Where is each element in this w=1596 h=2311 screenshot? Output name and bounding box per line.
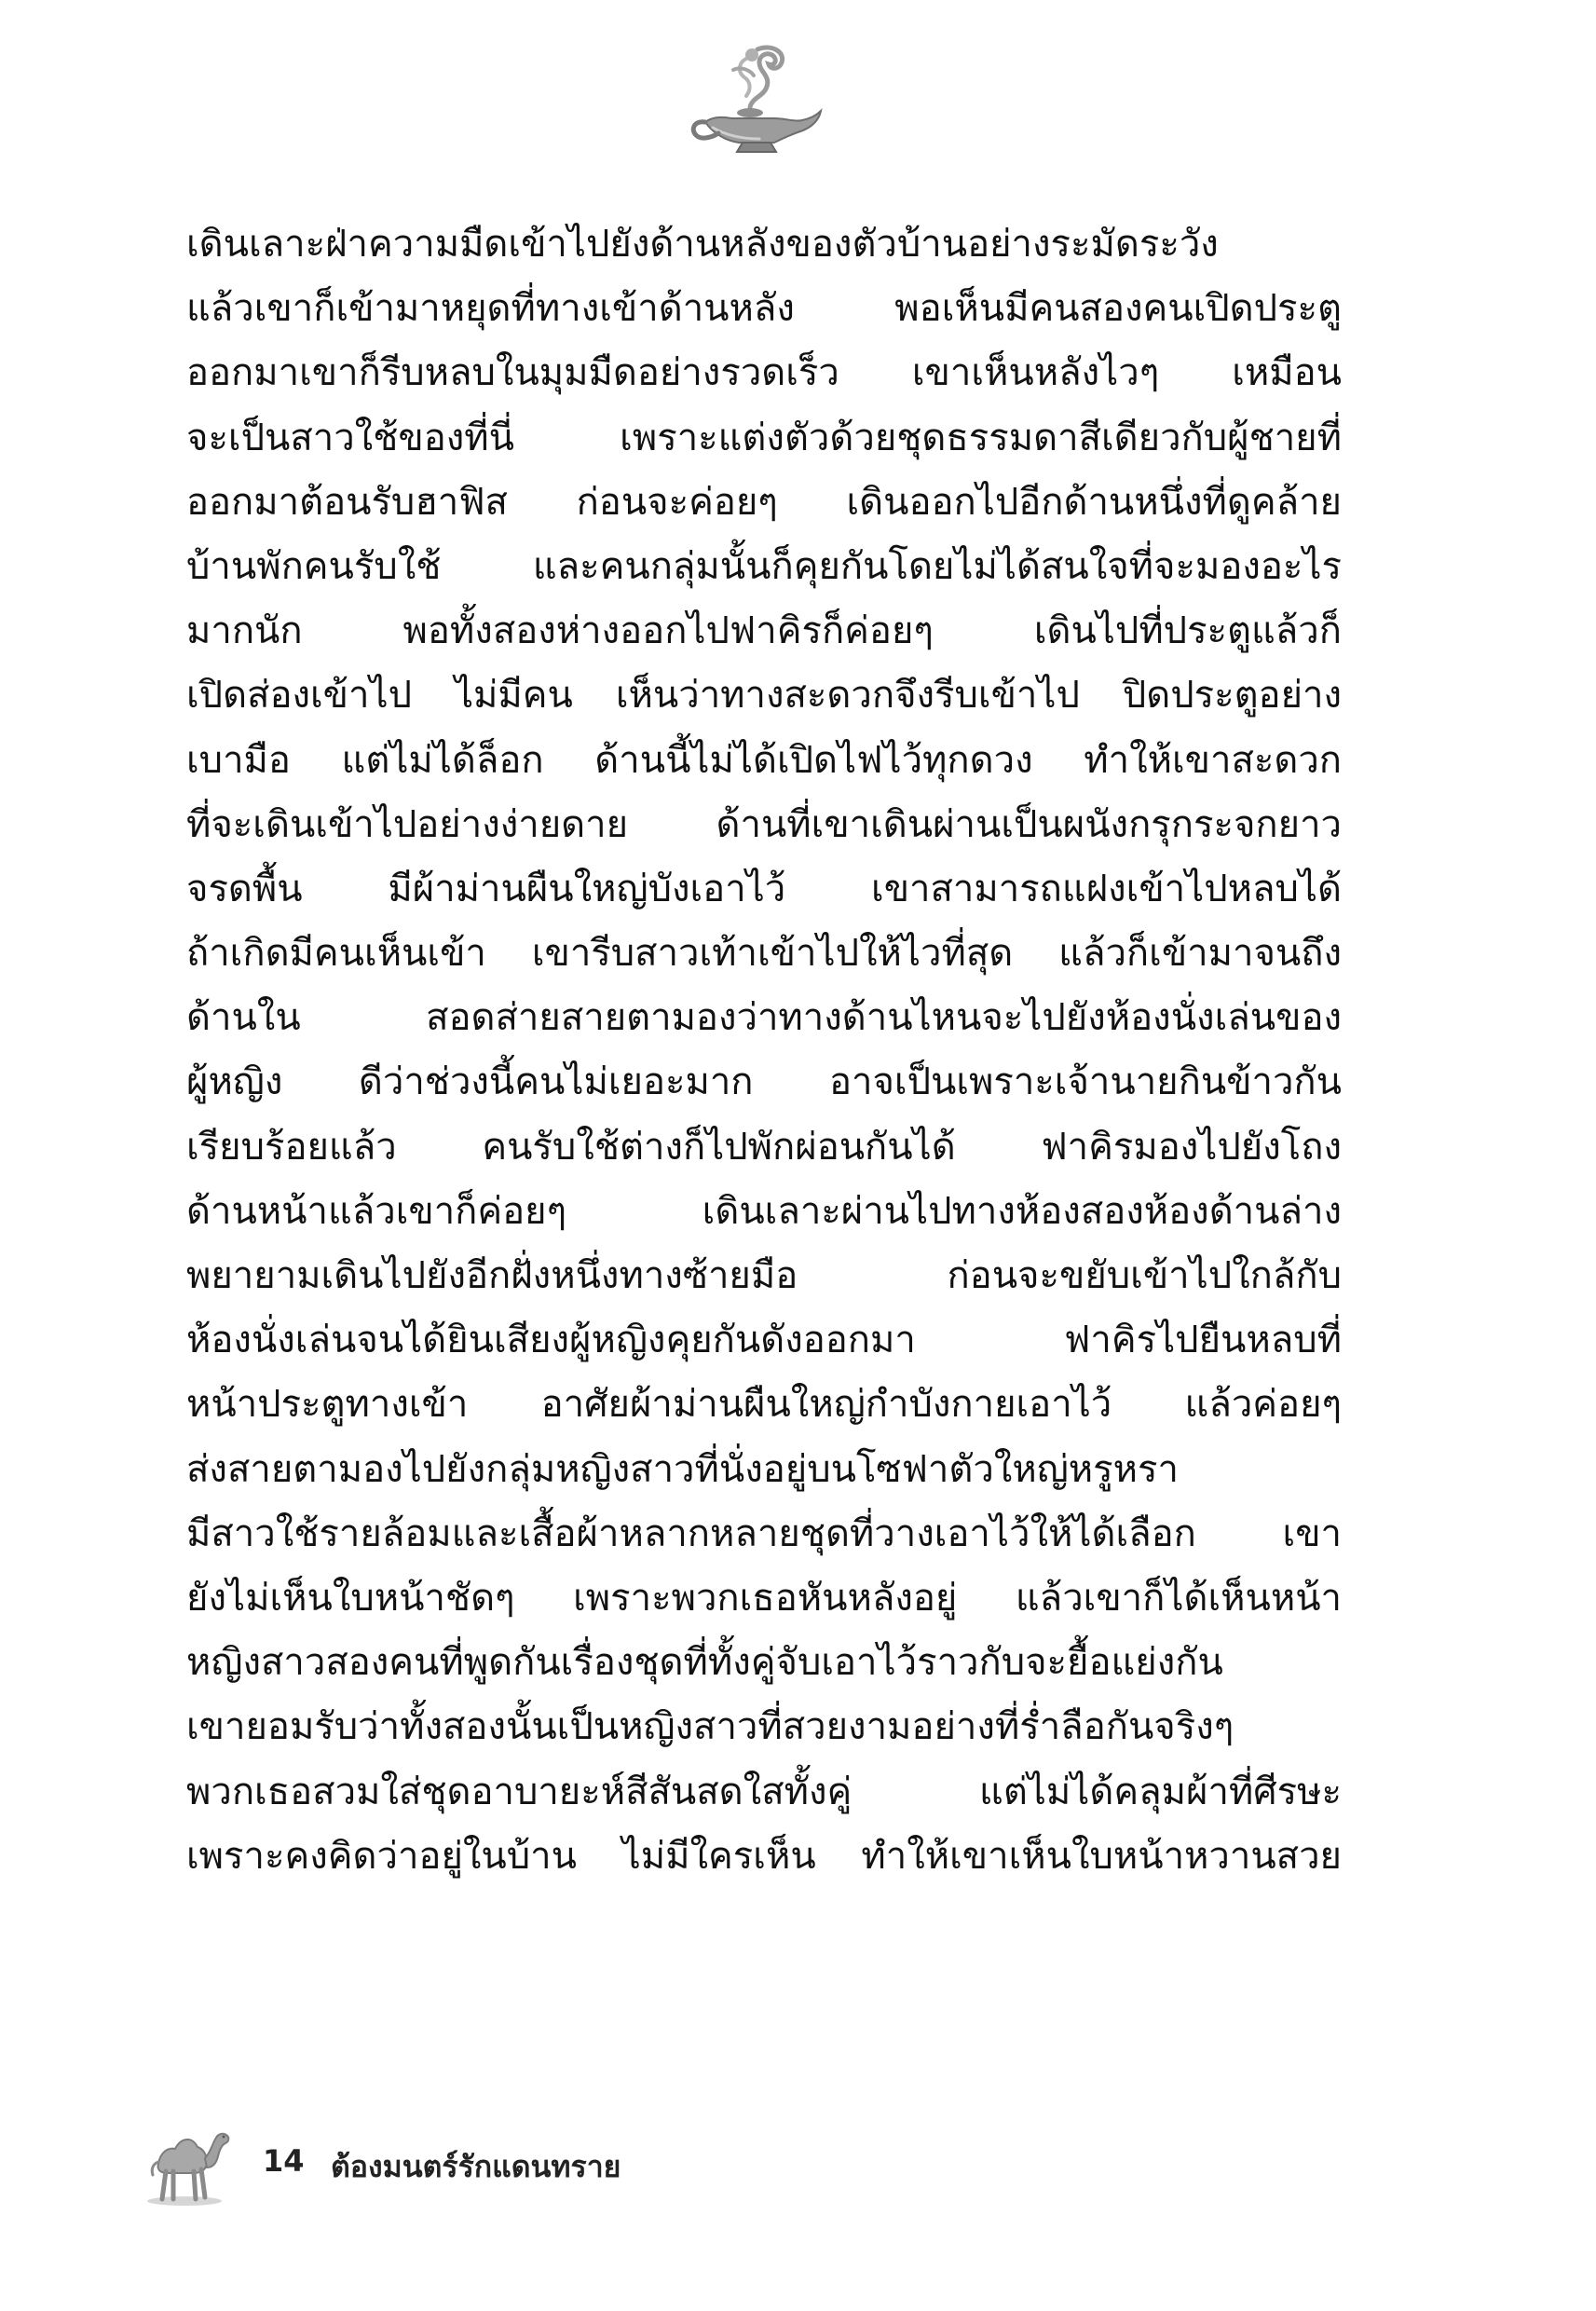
text-line: พวกเธอสวมใส่ชุดอาบายะห์สีสันสดใสทั้งคู่ แต่ไม่ได้คลุมผ้าที่ศีรษะ [186, 1770, 1342, 1813]
text-line: จรดพื้น มีผ้าม่านผืนใหญ่บังเอาไว้ เขาสามารถแฝงเข้าไปหลบได้ [186, 867, 1342, 910]
book-title: ต้องมนตร์รักแดนทราย [331, 2149, 621, 2184]
text-line: ด้านใน สอดส่ายสายตามองว่าทางด้านไหนจะไปยังห้องนั่งเล่นของ [186, 996, 1342, 1040]
text-line: ถ้าเกิดมีคนเห็นเข้า เขารีบสาวเท้าเข้าไปให้ไวที่สุด แล้วก็เข้ามาจนถึง [186, 932, 1342, 976]
text-line: พยายามเดินไปยังอีกฝั่งหนึ่งทางซ้ายมือ ก่อนจะขยับเข้าไปใกล้กับ [186, 1254, 1342, 1297]
text-line: เพราะคงคิดว่าอยู่ในบ้าน ไม่มีใครเห็น ทำให้เขาเห็นใบหน้าหวานสวย [186, 1834, 1342, 1878]
text-line: ส่งสายตามองไปยังกลุ่มหญิงสาวที่นั่งอยู่บนโซฟาตัวใหญ่หรูหรา [186, 1447, 1179, 1491]
text-line: ออกมาต้อนรับฮาฟิส ก่อนจะค่อยๆ เดินออกไปอีกด้านหนึ่งที่ดูคล้าย [186, 480, 1342, 524]
body-text [186, 212, 1342, 1889]
camel-icon [140, 2115, 233, 2208]
text-line: ยังไม่เห็นใบหน้าชัดๆ เพราะพวกเธอหันหลังอยู่ แล้วเขาก็ได้เห็นหน้า [186, 1576, 1342, 1620]
page-footer [140, 2115, 978, 2218]
text-line: จะเป็นสาวใช้ของที่นี่ เพราะแต่งตัวด้วยชุดธรรมดาสีเดียวกับผู้ชายที่ [186, 416, 1342, 459]
text-line: มีสาวใช้รายล้อมและเสื้อผ้าหลากหลายชุดที่วางเอาไว้ให้ได้เลือก เขา [186, 1511, 1342, 1555]
text-line: เขายอมรับว่าทั้งสองนั้นเป็นหญิงสาวที่สวยงามอย่างที่ร่ำลือกันจริงๆ [186, 1705, 1235, 1749]
text-line: ที่จะเดินเข้าไปอย่างง่ายดาย ด้านที่เขาเดินผ่านเป็นผนังกรุกระจกยาว [186, 802, 1342, 846]
text-line: ด้านหน้าแล้วเขาก็ค่อยๆ เดินเลาะผ่านไปทางห้องสองห้องด้านล่าง [186, 1189, 1342, 1233]
text-line: เบามือ แต่ไม่ได้ล็อก ด้านนี้ไม่ได้เปิดไฟไว้ทุกดวง ทำให้เขาสะดวก [186, 738, 1342, 782]
text-line: เรียบร้อยแล้ว คนรับใช้ต่างก็ไปพักผ่อนกันได้ ฟาคิรมองไปยังโถง [186, 1125, 1342, 1169]
text-line: ผู้หญิง ดีว่าช่วงนี้คนไม่เยอะมาก อาจเป็นเพราะเจ้านายกินข้าวกัน [186, 1060, 1342, 1104]
text-line: หญิงสาวสองคนที่พูดกันเรื่องชุดที่ทั้งคู่จับเอาไว้ราวกับจะยื้อแย่งกัน [186, 1641, 1223, 1685]
text-line: ห้องนั่งเล่นจนได้ยินเสียงผู้หญิงคุยกันดังออกมา ฟาคิรไปยืนหลบที่ [186, 1319, 1342, 1362]
text-line: ออกมาเขาก็รีบหลบในมุมมืดอย่างรวดเร็ว เขาเห็นหลังไวๆ เหมือน [186, 351, 1342, 395]
text-line: เดินเลาะฝ่าความมืดเข้าไปยังด้านหลังของตัวบ้านอย่างระมัดระวัง [186, 223, 1219, 266]
text-line: หน้าประตูทางเข้า อาศัยผ้าม่านผืนใหญ่กำบังกายเอาไว้ แล้วค่อยๆ [186, 1383, 1342, 1427]
genie-lamp-icon [685, 42, 825, 163]
text-line: แล้วเขาก็เข้ามาหยุดที่ทางเข้าด้านหลัง พอเห็นมีคนสองคนเปิดประตู [186, 287, 1342, 331]
text-line: เปิดส่องเข้าไป ไม่มีคน เห็นว่าทางสะดวกจึงรีบเข้าไป ปิดประตูอย่าง [186, 674, 1342, 718]
text-line: มากนัก พอทั้งสองห่างออกไปฟาคิรก็ค่อยๆ เดินไปที่ประตูแล้วก็ [186, 609, 1342, 653]
page-number: 14 [263, 2143, 305, 2179]
text-line: บ้านพักคนรับใช้ และคนกลุ่มนั้นก็คุยกันโดยไม่ได้สนใจที่จะมองอะไร [186, 544, 1342, 588]
